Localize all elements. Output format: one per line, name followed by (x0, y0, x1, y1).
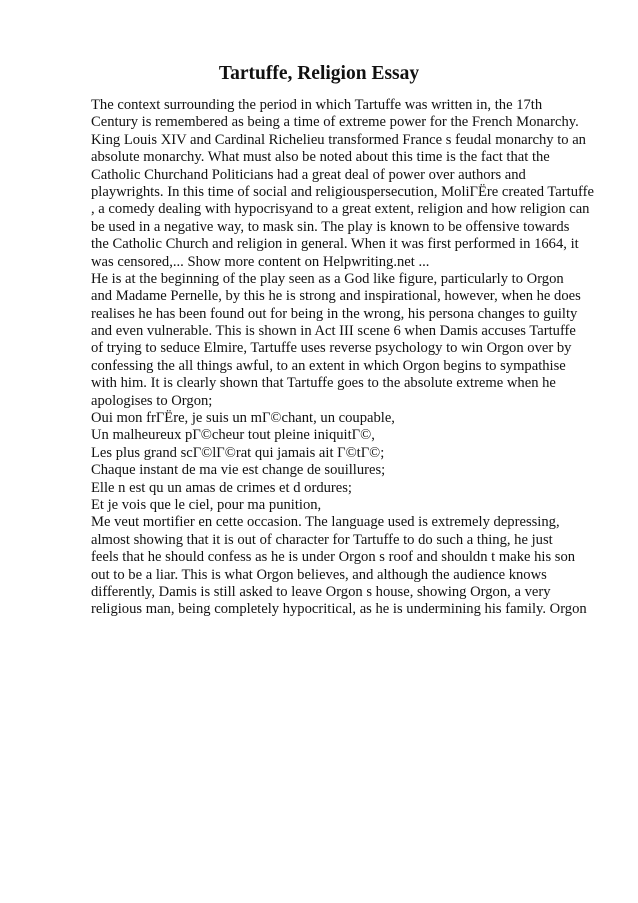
body-line: Catholic Churchand Politicians had a great deal of power over authors and (91, 166, 526, 183)
body-line: King Louis XIV and Cardinal Richelieu transformed France s feudal monarchy to an (91, 131, 586, 148)
poem-line: Oui mon frГËre, je suis un mГ©chant, un coupable, (91, 410, 395, 427)
body-line: absolute monarchy. What must also be noted about this time is the fact that the (91, 149, 550, 166)
body-line: religious man, being completely hypocritical, as he is undermining his family. Orgon (91, 601, 587, 618)
body-line: He is at the beginning of the play seen as a God like figure, particularly to Orgon (91, 270, 564, 287)
body-line: almost showing that it is out of character for Tartuffe to do such a thing, he just (91, 531, 553, 548)
body-line: the Catholic Church and religion in general. When it was first performed in 1664, it (91, 236, 579, 253)
document-body (91, 97, 631, 619)
body-line: , a comedy dealing with hypocrisyand to a great extent, religion and how religion can (91, 201, 590, 218)
poem-line: Chaque instant de ma vie est change de souillures; (91, 462, 386, 479)
body-line: be used in a negative way, to mask sin. The play is known to be offensive towards (91, 218, 570, 235)
poem-line: Un malheureux pГ©cheur tout pleine iniquitГ©, (91, 427, 375, 444)
poem-line: Et je vois que le ciel, pour ma punition, (91, 496, 322, 513)
body-line: realises he has been found out for being in the wrong, his persona changes to guilty (91, 305, 578, 322)
body-line: confessing the all things awful, to an extent in which Orgon begins to sympathise (91, 357, 566, 374)
body-line: Century is remembered as being a time of extreme power for the French Monarchy. (91, 114, 579, 131)
poem-line: Elle n est qu un amas de crimes et d ordures; (91, 479, 352, 496)
body-line: and Madame Pernelle, by this he is strong and inspirational, however, when he does (91, 288, 581, 305)
body-line: Me veut mortifier en cette occasion. The language used is extremely depressing, (91, 514, 560, 531)
poem-line: Les plus grand scГ©lГ©rat qui jamais ait Г©tГ©; (91, 444, 385, 461)
body-line: apologises to Orgon; (91, 392, 213, 409)
body-line: playwrights. In this time of social and religiouspersecution, MoliГËre created Tartuffe (91, 183, 594, 200)
body-line: out to be a liar. This is what Orgon believes, and although the audience knows (91, 566, 547, 583)
document-title: Tartuffe, Religion Essay (218, 63, 420, 84)
body-line: was censored,... Show more content on Helpwriting.net ... (91, 253, 430, 270)
body-line: differently, Damis is still asked to leave Orgon s house, showing Orgon, a very (91, 583, 551, 600)
body-line: feels that he should confess as he is under Orgon s roof and shouldn t make his son (91, 549, 576, 566)
body-line: of trying to seduce Elmire, Tartuffe uses reverse psychology to win Orgon over by (91, 340, 572, 357)
body-line: and even vulnerable. This is shown in Act III scene 6 when Damis accuses Tartuffe (91, 323, 576, 340)
body-line: The context surrounding the period in which Tartuffe was written in, the 17th (91, 97, 543, 113)
body-line: with him. It is clearly shown that Tartuffe goes to the absolute extreme when he (91, 375, 556, 392)
